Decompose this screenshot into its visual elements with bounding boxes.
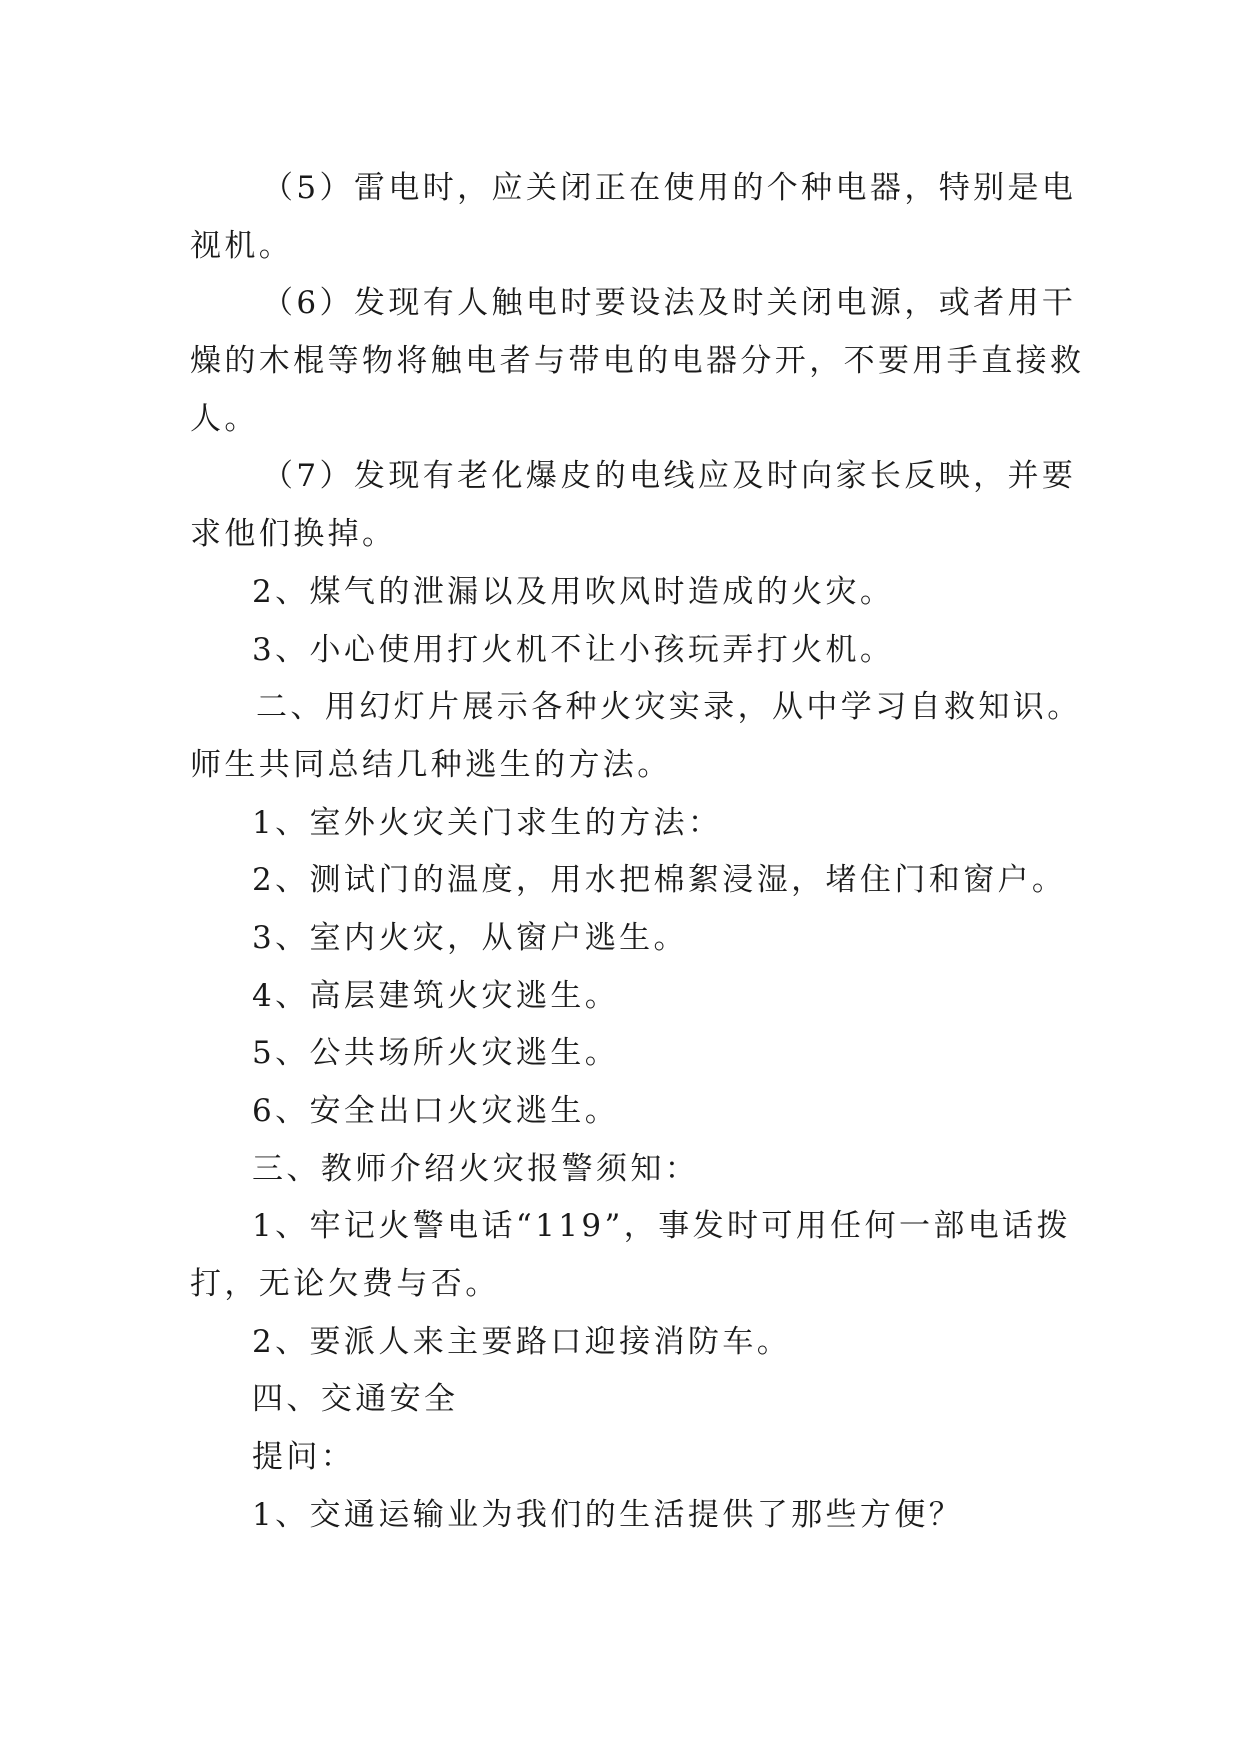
paragraph-line: 1、室外火灾关门求生的方法： [252, 804, 723, 841]
paragraph-line: 四、交通安全 [252, 1381, 459, 1418]
paragraph-line: （7）发现有老化爆皮的电线应及时向家长反映，并要 [262, 458, 1077, 495]
paragraph-line: 1、牢记火警电话“119”，事发时可用任何一部电话拨 [252, 1208, 1071, 1245]
paragraph-line: 5、公共场所火灾逃生。 [252, 1035, 620, 1072]
paragraph-line: 4、高层建筑火灾逃生。 [252, 977, 620, 1014]
paragraph-line: 视机。 [190, 227, 294, 264]
paragraph-line: 2、煤气的泄漏以及用吹风时造成的火灾。 [252, 573, 895, 610]
paragraph-line: （5）雷电时，应关闭正在使用的个种电器，特别是电 [262, 170, 1077, 206]
paragraph-line: 2、测试门的温度，用水把棉絮浸湿，堵住门和窗户。 [252, 862, 1067, 899]
paragraph-line: 3、室内火灾，从窗户逃生。 [252, 919, 688, 956]
paragraph-line: 打，无论欠费与否。 [190, 1266, 500, 1303]
paragraph-line: 三、教师介绍火灾报警须知： [252, 1150, 700, 1187]
paragraph-line: 人。 [190, 400, 259, 437]
paragraph-line: 6、安全出口火灾逃生。 [252, 1093, 620, 1129]
paragraph-line: 燥的木棍等物将触电者与带电的电器分开，不要用手直接救 [190, 343, 1085, 380]
paragraph-line: 求他们换掉。 [190, 516, 397, 553]
paragraph-line: （6）发现有人触电时要设法及时关闭电源，或者用干 [262, 285, 1077, 322]
paragraph-line: 2、要派人来主要路口迎接消防车。 [252, 1323, 792, 1360]
paragraph-line: 师生共同总结几种逃生的方法。 [190, 746, 672, 783]
paragraph-line: 提问： [252, 1439, 356, 1476]
paragraph-line: 二、用幻灯片展示各种火灾实录，从中学习自救知识。 [256, 689, 1082, 726]
body-text [190, 160, 1085, 1545]
paragraph-line: 3、小心使用打火机不让小孩玩弄打火机。 [252, 631, 895, 668]
paragraph-line: 1、交通运输业为我们的生活提供了那些方便？ [252, 1496, 964, 1533]
